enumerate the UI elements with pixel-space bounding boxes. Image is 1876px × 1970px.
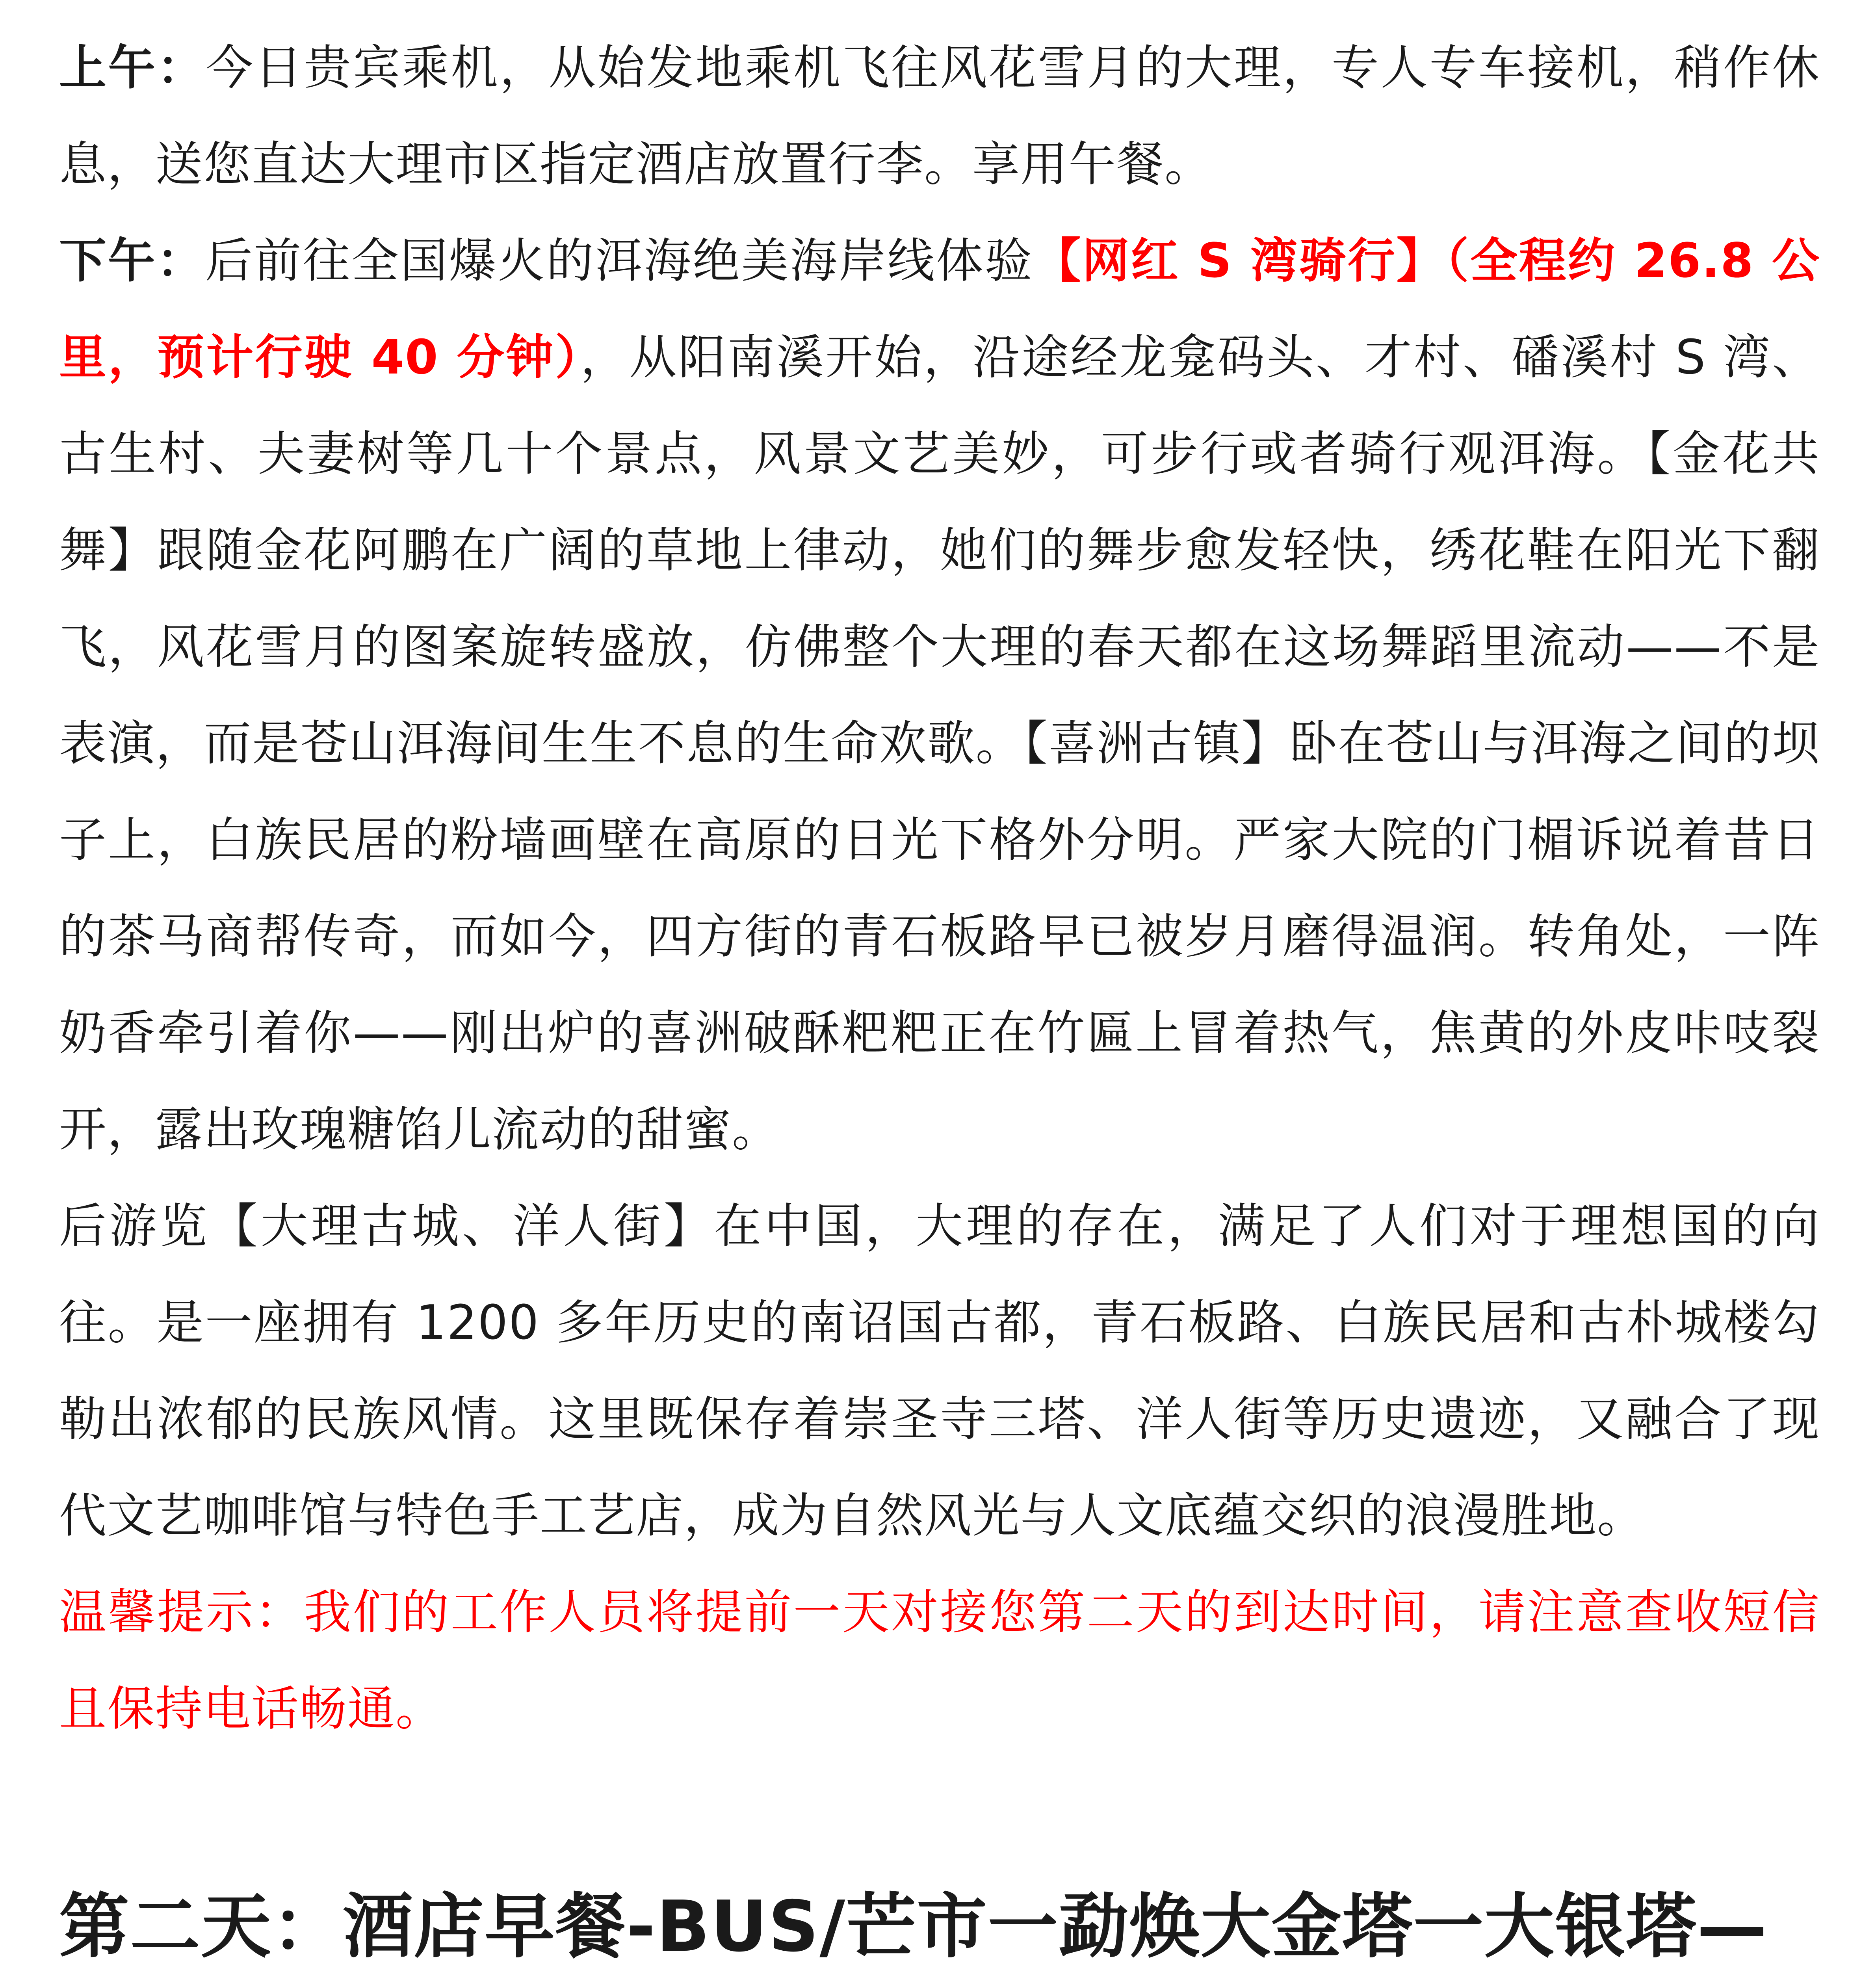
day1-afternoon-paragraph [59,213,1820,1178]
day1-afternoon-text-a: 后前往全国爆火的洱海绝美海岸线体验 [205,234,1034,288]
day1-afternoon-text-b: ，从阳南溪开始，沿途经龙龛码头、才村、磻溪村 S 湾、古生村、夫妻树等几十个景点，风景文艺美妙，可步行或者骑行观洱海。【金花共舞】跟随金花阿鹏在广阔的草地上律动，她们的舞步愈发轻快，绣花鞋在阳光下翻飞，风花雪月的图案旋转盛放，仿佛整个大理的春天都在这场舞蹈里流动——不是表演，而是苍山洱海间生生不息的生命欢歌。【喜洲古镇】卧在苍山与洱海之间的坝子上，白族民居的粉墙画壁在高原的日光下格外分明。严家大院的门楣诉说着昔日的茶马商帮传奇，而如今，四方街的青石板路早已被岁月磨得温润。转角处，一阵奶香牵引着你——刚出炉的喜洲破酥粑粑正在竹匾上冒着热气，焦黄的外皮咔吱裂开，露出玫瑰糖馅儿流动的甜蜜。 [59,330,1820,1157]
day1-morning-paragraph [59,20,1820,213]
itinerary-page [59,20,1820,1970]
day2-title: 第二天：酒店早餐-BUS/芒市一勐焕大金塔一大银塔— [59,1886,1768,1967]
dali-old-town-paragraph: 后游览【大理古城、洋人街】在中国，大理的存在，满足了人们对于理想国的向往。是一座拥有 1200 多年历史的南诏国古都，青石板路、白族民居和古朴城楼勾勒出浓郁的民族风情。这里既保存着崇圣寺三塔、洋人街等历史遗迹，又融合了现代文艺咖啡馆与特色手工艺店，成为自然风光与人文底蕴交织的浪漫胜地。 [59,1199,1820,1543]
day1-morning-text: 今日贵宾乘机，从始发地乘机飞往风花雪月的大理，专人专车接机，稍作休息，送您直达大理市区指定酒店放置行李。享用午餐。 [59,41,1820,192]
s-bay-cycling-highlight: 【网红 S 湾骑行】（全程约 26.8 公里，预计行驶 40 分钟） [59,234,1820,385]
day1-morning-label: 上午： [59,41,206,95]
section-spacer [59,1757,1820,1852]
day1-afternoon-label: 下午： [59,234,206,288]
warm-tip: 温馨提示：我们的工作人员将提前一天对接您第二天的到达时间，请注意查收短信且保持电话畅通。 [59,1585,1820,1736]
